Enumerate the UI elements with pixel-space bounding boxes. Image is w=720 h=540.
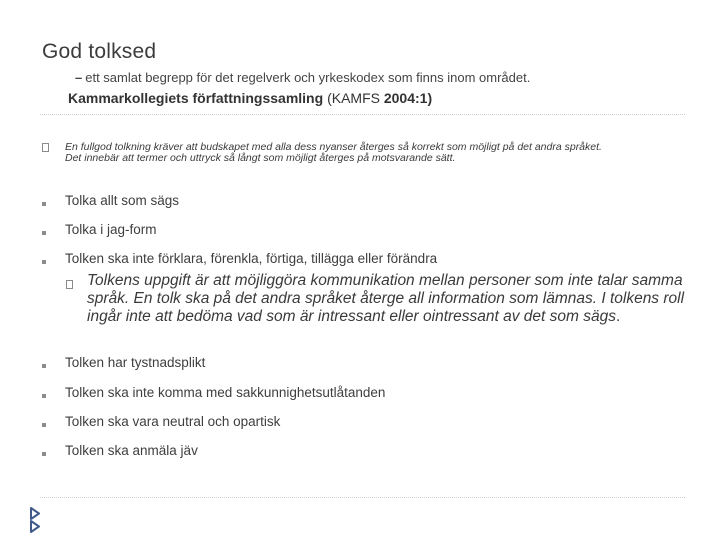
- list-item: Tolken ska inte förklara, förenkla, förtiga, tillägga eller förändra: [65, 251, 438, 266]
- box-bullet-icon: [66, 276, 73, 294]
- square-bullet-icon: [42, 197, 46, 209]
- subtitle-line-1: [75, 70, 530, 85]
- source-paren: (: [327, 90, 332, 106]
- source-name: Kammarkollegiets författningssamling: [68, 90, 324, 106]
- subtitle-text: ett samlat begrepp för det regelverk och yrkeskodex som finns inom området.: [85, 70, 531, 85]
- subtitle-line-2: [68, 90, 432, 106]
- intro-line-1: En fullgod tolkning kräver att budskapet med alla dess nyanser återges så korrekt som möjligt på det andra språket.: [65, 141, 602, 153]
- list-item: Tolken ska vara neutral och opartisk: [65, 414, 281, 429]
- square-bullet-icon: [42, 447, 46, 459]
- list-item: Tolken ska anmäla jäv: [65, 443, 198, 458]
- square-bullet-icon: [42, 255, 46, 267]
- sub-bullet-text: [87, 272, 687, 326]
- intro-line-2: Det innebär att termer och uttryck så långt som möjligt återges på motsvarande sätt.: [65, 152, 456, 164]
- sub-bullet-body: Tolkens uppgift är att möjliggöra kommunikation mellan personer som inte talar samma språk. En tolk ska på det andra språket återge all information som lämnas. I tolkens roll ingår inte att bedöma vad som är intressant eller ointressant av det som sägs: [87, 272, 685, 325]
- square-bullet-icon: [42, 359, 46, 371]
- square-bullet-icon: [42, 226, 46, 238]
- slide-title: God tolksed: [42, 40, 157, 63]
- sub-bullet-tail: .: [616, 308, 621, 325]
- list-item: Tolken har tystnadsplikt: [65, 355, 206, 370]
- navigation-arrows-icon[interactable]: [28, 505, 50, 540]
- square-bullet-icon: [42, 389, 46, 401]
- list-item: Tolken ska inte komma med sakkunnighetsutlåtanden: [65, 385, 386, 400]
- intro-paragraph: [65, 142, 695, 164]
- source-number: 2004:1): [383, 90, 433, 106]
- subtitle-dash: –: [75, 70, 83, 85]
- top-divider: [40, 114, 685, 115]
- source-code: KAMFS: [331, 90, 380, 106]
- box-bullet-icon: [42, 143, 49, 155]
- square-bullet-icon: [42, 418, 46, 430]
- list-item: Tolka i jag-form: [65, 222, 157, 237]
- list-item: Tolka allt som sägs: [65, 193, 180, 208]
- bottom-divider: [40, 497, 685, 498]
